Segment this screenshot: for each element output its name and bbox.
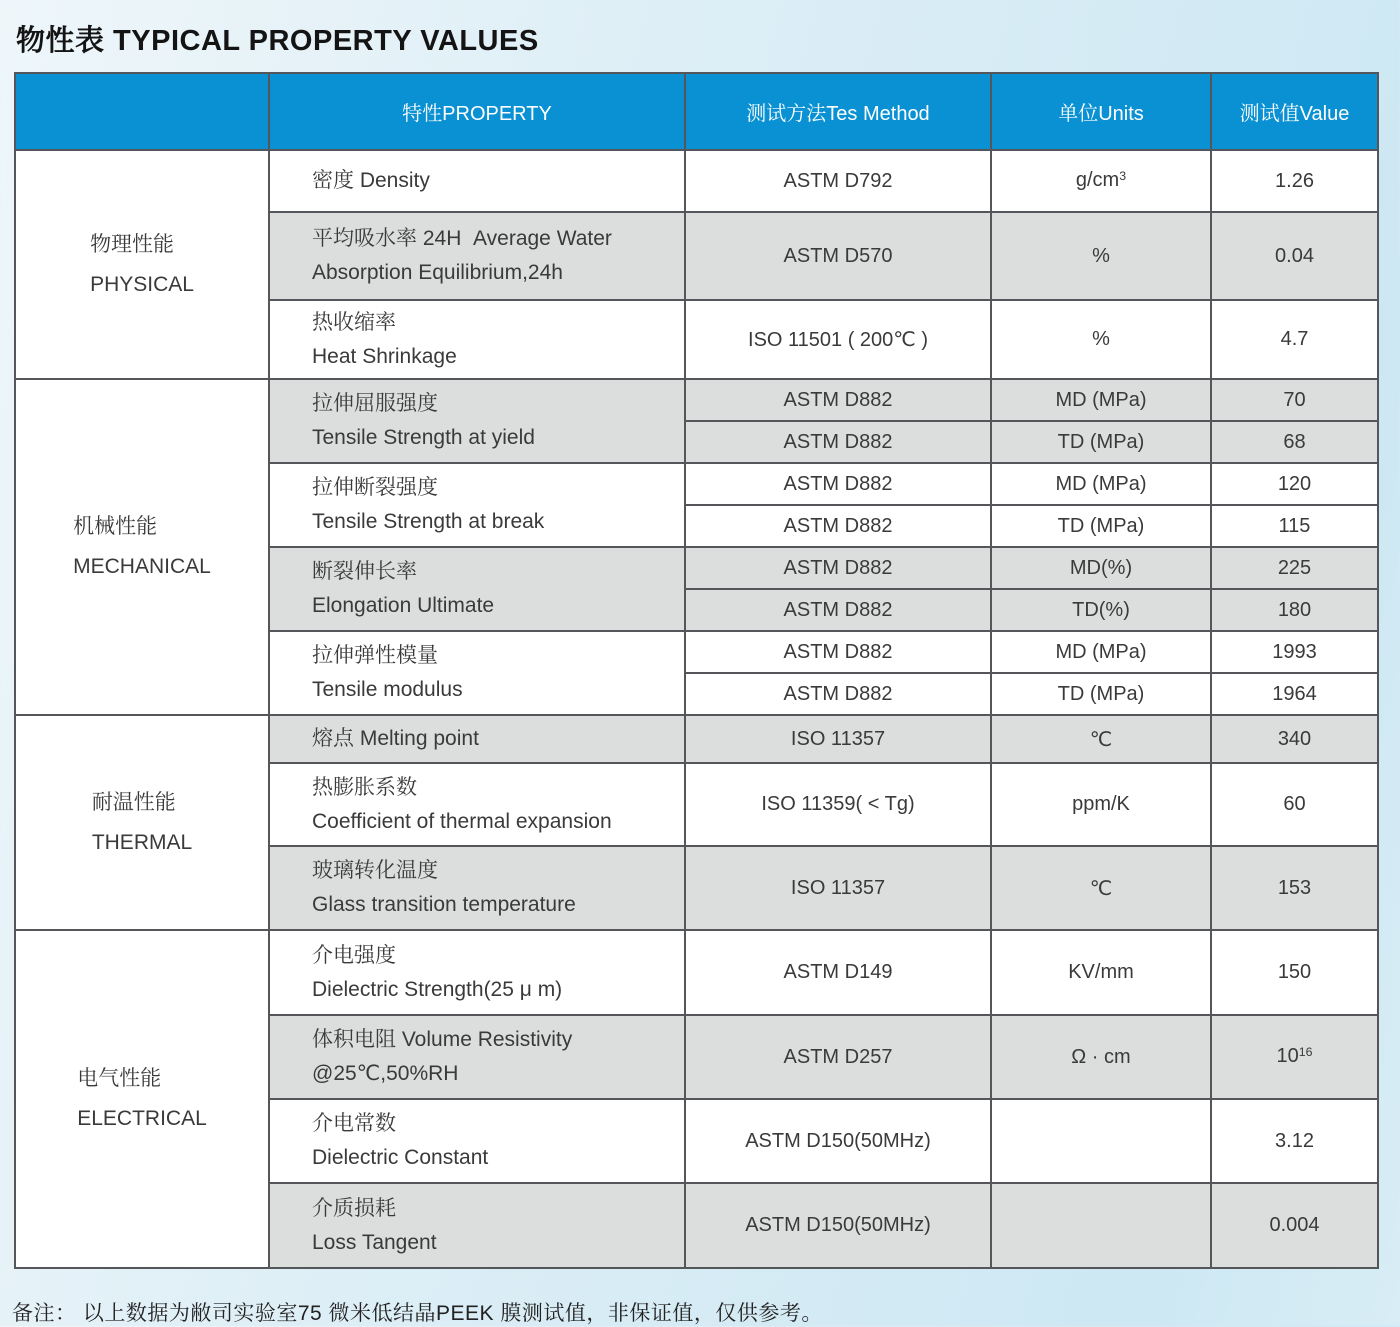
method-cell: ASTM D149 bbox=[685, 930, 991, 1015]
unit-cell: TD (MPa) bbox=[991, 505, 1211, 547]
method-cell: ASTM D882 bbox=[685, 673, 991, 715]
method-cell: ASTM D150(50MHz) bbox=[685, 1099, 991, 1183]
method-cell: ISO 11501 ( 200℃ ) bbox=[685, 300, 991, 379]
method-cell: ASTM D882 bbox=[685, 505, 991, 547]
property-cell: 体积电阻 Volume Resistivity @25℃,50%RH bbox=[269, 1015, 685, 1099]
table-row bbox=[15, 715, 1378, 763]
footnote: 备注： 以上数据为敝司实验室75 微米低结晶PEEK 膜测试值，非保证值，仅供参考。 bbox=[12, 1302, 823, 1325]
header-cell-property: 特性PROPERTY bbox=[269, 73, 685, 150]
value-cell: 0.04 bbox=[1211, 212, 1378, 300]
category-cell-mechanical: 机械性能 MECHANICAL bbox=[15, 379, 269, 715]
property-cell: 玻璃转化温度 Glass transition temperature bbox=[269, 846, 685, 930]
unit-cell: TD(%) bbox=[991, 589, 1211, 631]
unit-cell: TD (MPa) bbox=[991, 673, 1211, 715]
property-cell: 熔点 Melting point bbox=[269, 715, 685, 763]
method-cell: ASTM D882 bbox=[685, 631, 991, 673]
unit-cell: MD (MPa) bbox=[991, 631, 1211, 673]
header-cell-units: 单位Units bbox=[991, 73, 1211, 150]
unit-cell: TD (MPa) bbox=[991, 421, 1211, 463]
value-cell: 68 bbox=[1211, 421, 1378, 463]
value-cell: 60 bbox=[1211, 763, 1378, 846]
value-cell: 1964 bbox=[1211, 673, 1378, 715]
table-header-row bbox=[15, 73, 1378, 150]
unit-cell: % bbox=[991, 300, 1211, 379]
table-row bbox=[15, 930, 1378, 1015]
property-cell: 热膨胀系数 Coefficient of thermal expansion bbox=[269, 763, 685, 846]
header-cell-value: 测试值Value bbox=[1211, 73, 1378, 150]
property-cell: 拉伸弹性模量 Tensile modulus bbox=[269, 631, 685, 715]
method-cell: ASTM D882 bbox=[685, 589, 991, 631]
value-cell: 150 bbox=[1211, 930, 1378, 1015]
method-cell: ASTM D882 bbox=[685, 379, 991, 421]
property-cell: 介电强度 Dielectric Strength(25 μ m) bbox=[269, 930, 685, 1015]
table-row bbox=[15, 150, 1378, 212]
table-row bbox=[15, 379, 1378, 421]
value-cell: 3.12 bbox=[1211, 1099, 1378, 1183]
unit-cell: Ω · cm bbox=[991, 1015, 1211, 1099]
method-cell: ASTM D570 bbox=[685, 212, 991, 300]
property-cell: 断裂伸长率 Elongation Ultimate bbox=[269, 547, 685, 631]
category-cell-thermal: 耐温性能 THERMAL bbox=[15, 715, 269, 930]
unit-cell bbox=[991, 1183, 1211, 1268]
value-cell: 120 bbox=[1211, 463, 1378, 505]
method-cell: ASTM D882 bbox=[685, 463, 991, 505]
page-title: 物性表 TYPICAL PROPERTY VALUES bbox=[16, 25, 539, 57]
unit-cell: MD(%) bbox=[991, 547, 1211, 589]
property-cell: 热收缩率 Heat Shrinkage bbox=[269, 300, 685, 379]
value-cell: 225 bbox=[1211, 547, 1378, 589]
method-cell: ISO 11357 bbox=[685, 846, 991, 930]
method-cell: ISO 11357 bbox=[685, 715, 991, 763]
unit-cell: MD (MPa) bbox=[991, 379, 1211, 421]
value-cell: 70 bbox=[1211, 379, 1378, 421]
unit-cell: ℃ bbox=[991, 715, 1211, 763]
value-cell: $10^{16}$ bbox=[1211, 1015, 1378, 1099]
value-cell: 4.7 bbox=[1211, 300, 1378, 379]
property-cell: 拉伸屈服强度 Tensile Strength at yield bbox=[269, 379, 685, 463]
header-cell-method: 测试方法Tes Method bbox=[685, 73, 991, 150]
value-cell: 1993 bbox=[1211, 631, 1378, 673]
value-cell: 153 bbox=[1211, 846, 1378, 930]
method-cell: ASTM D882 bbox=[685, 547, 991, 589]
method-cell: ASTM D792 bbox=[685, 150, 991, 212]
property-cell: 介质损耗 Loss Tangent bbox=[269, 1183, 685, 1268]
property-cell: 密度 Density bbox=[269, 150, 685, 212]
property-cell: 平均吸水率 24H Average Water Absorption Equilibrium,24h bbox=[269, 212, 685, 300]
header-cell-category bbox=[15, 73, 269, 150]
category-cell-physical: 物理性能 PHYSICAL bbox=[15, 150, 269, 379]
value-cell: 115 bbox=[1211, 505, 1378, 547]
category-cell-electrical: 电气性能 ELECTRICAL bbox=[15, 930, 269, 1268]
unit-cell: ppm/K bbox=[991, 763, 1211, 846]
method-cell: ASTM D150(50MHz) bbox=[685, 1183, 991, 1268]
unit-cell: ℃ bbox=[991, 846, 1211, 930]
value-cell: 340 bbox=[1211, 715, 1378, 763]
unit-cell: MD (MPa) bbox=[991, 463, 1211, 505]
value-cell: 180 bbox=[1211, 589, 1378, 631]
unit-cell bbox=[991, 1099, 1211, 1183]
method-cell: ASTM D882 bbox=[685, 421, 991, 463]
unit-cell: $g/cm^3$ bbox=[991, 150, 1211, 212]
method-cell: ASTM D257 bbox=[685, 1015, 991, 1099]
value-cell: 0.004 bbox=[1211, 1183, 1378, 1268]
property-cell: 介电常数 Dielectric Constant bbox=[269, 1099, 685, 1183]
method-cell: ISO 11359( < Tg) bbox=[685, 763, 991, 846]
unit-cell: KV/mm bbox=[991, 930, 1211, 1015]
property-cell: 拉伸断裂强度 Tensile Strength at break bbox=[269, 463, 685, 547]
property-table bbox=[14, 72, 1379, 1269]
unit-cell: % bbox=[991, 212, 1211, 300]
value-cell: 1.26 bbox=[1211, 150, 1378, 212]
